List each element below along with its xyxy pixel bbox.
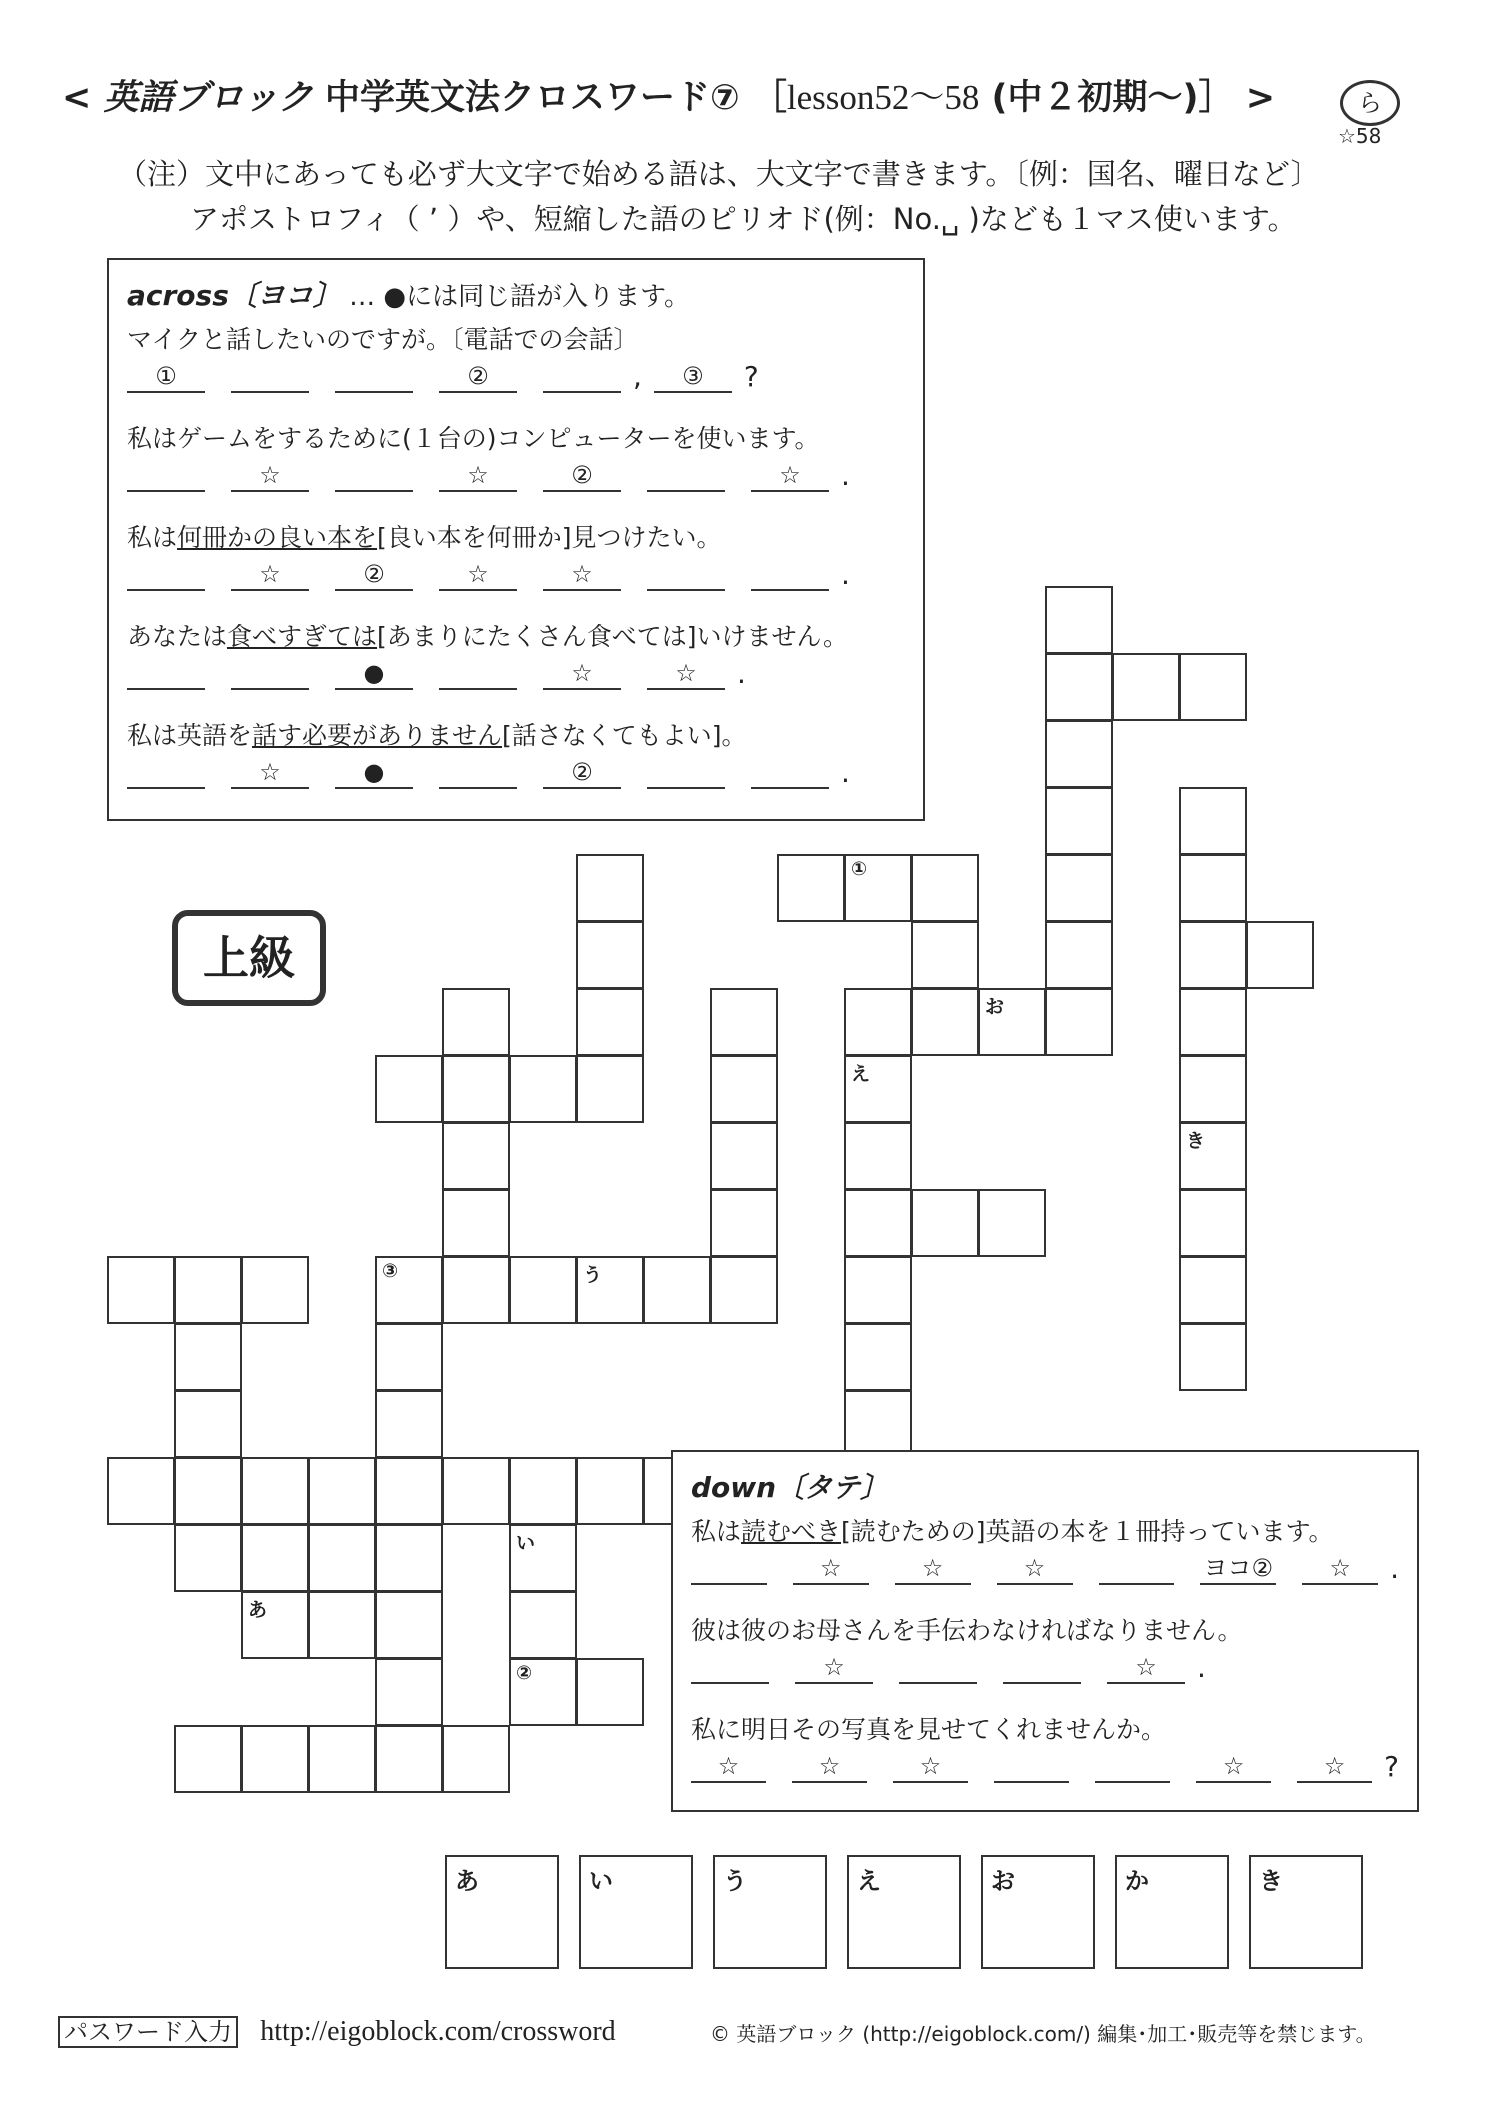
answer-blank[interactable]: ☆ <box>793 1553 869 1585</box>
answer-blank[interactable] <box>691 1553 767 1585</box>
crossword-cell[interactable] <box>1045 921 1113 989</box>
crossword-cell[interactable] <box>375 1591 443 1659</box>
crossword-cell[interactable] <box>174 1524 242 1592</box>
crossword-cell[interactable] <box>1179 854 1247 922</box>
crossword-cell[interactable] <box>442 988 510 1056</box>
crossword-cell[interactable] <box>375 1323 443 1391</box>
password-label: パスワード入力 <box>58 2016 238 2048</box>
across-note: … ●には同じ語が入ります。 <box>340 282 691 312</box>
crossword-cell[interactable] <box>844 854 912 922</box>
answer-blank[interactable]: ② <box>335 559 413 591</box>
crossword-cell[interactable] <box>509 1591 577 1659</box>
answer-blank[interactable]: ☆ <box>1107 1652 1185 1684</box>
difficulty-stars: ☆58 <box>1338 124 1382 148</box>
down-answer-blanks-3 <box>691 1750 1399 1783</box>
answer-blank[interactable]: ① <box>127 361 205 393</box>
crossword-cell[interactable] <box>1246 921 1314 989</box>
crossword-cell[interactable] <box>911 1189 979 1257</box>
copyright-notice: © 英語ブロック (http://eigoblock.com/) 編集･加工･販売等を禁じます。 <box>710 2022 1376 2046</box>
clue-text: 私は <box>127 523 178 552</box>
cell-number-label: い <box>516 1532 536 1554</box>
crossword-cell[interactable] <box>308 1591 376 1659</box>
crossword-cell[interactable] <box>308 1524 376 1592</box>
crossword-cell[interactable] <box>1045 988 1113 1056</box>
password-box-label: か <box>1125 1867 1149 1895</box>
punctuation: ? <box>743 360 759 393</box>
answer-blank[interactable] <box>127 460 205 492</box>
crossword-cell[interactable] <box>710 988 778 1056</box>
answer-blank[interactable] <box>647 757 725 789</box>
answer-blank[interactable]: ☆ <box>1297 1751 1372 1783</box>
answer-blank[interactable] <box>439 658 517 690</box>
answer-blank[interactable] <box>335 460 413 492</box>
cell-number-label: え <box>851 1063 871 1085</box>
clue-text: 私は英語を <box>127 721 253 750</box>
answer-blank[interactable] <box>647 460 725 492</box>
crossword-cell[interactable] <box>911 921 979 989</box>
password-box-label: き <box>1259 1867 1283 1895</box>
answer-blank[interactable]: ☆ <box>439 559 517 591</box>
answer-blank[interactable]: ☆ <box>439 460 517 492</box>
title-lesson: lesson52〜58 <box>786 78 980 117</box>
answer-blank[interactable] <box>751 559 829 591</box>
crossword-cell[interactable] <box>576 921 644 989</box>
crossword-cell[interactable] <box>174 1390 242 1458</box>
crossword-cell[interactable] <box>911 854 979 922</box>
across-answer-blanks-1 <box>127 360 905 393</box>
crossword-cell[interactable] <box>174 1323 242 1391</box>
clue-text: 私はゲームをするために(１台の)コンピューターを使います。 <box>127 424 820 453</box>
crossword-cell[interactable] <box>308 1457 376 1525</box>
clue-text: 私に明日その写真を見せてくれませんか。 <box>691 1715 1167 1744</box>
answer-blank[interactable]: ヨコ② <box>1200 1553 1276 1585</box>
answer-blank[interactable] <box>1095 1751 1170 1783</box>
answer-blank[interactable] <box>1003 1652 1081 1684</box>
answer-blank[interactable] <box>127 559 205 591</box>
answer-blank[interactable]: ☆ <box>1196 1751 1271 1783</box>
punctuation: . <box>841 459 850 492</box>
crossword-cell[interactable] <box>375 1524 443 1592</box>
crossword-cell[interactable] <box>710 1122 778 1190</box>
punctuation: . <box>841 756 850 789</box>
punctuation: . <box>841 558 850 591</box>
answer-blank[interactable] <box>1099 1553 1175 1585</box>
password-letter-box[interactable] <box>1249 1855 1363 1969</box>
crossword-cell[interactable] <box>509 1524 577 1592</box>
crossword-cell[interactable] <box>442 1457 510 1525</box>
crossword-cell[interactable] <box>643 1256 711 1324</box>
clue-text-tail: [読むための]英語の本を１冊持っています。 <box>841 1517 1334 1546</box>
crossword-cell[interactable] <box>1045 854 1113 922</box>
answer-blank[interactable]: ● <box>335 658 413 690</box>
across-clue-list <box>127 320 905 789</box>
down-answer-blanks-2 <box>691 1651 1399 1684</box>
crossword-cell[interactable] <box>576 1055 644 1123</box>
crossword-cell[interactable] <box>1179 1256 1247 1324</box>
answer-blank[interactable]: ☆ <box>231 460 309 492</box>
answer-blank[interactable]: ② <box>543 757 621 789</box>
down-answer-blanks-1 <box>691 1552 1399 1585</box>
crossword-cell[interactable] <box>442 1725 510 1793</box>
cell-number-label: お <box>985 996 1005 1018</box>
crossword-cell[interactable] <box>911 988 979 1056</box>
crossword-cell[interactable] <box>1045 586 1113 654</box>
crossword-cell[interactable] <box>375 1725 443 1793</box>
crossword-cell[interactable] <box>308 1725 376 1793</box>
crossword-cell[interactable] <box>375 1055 443 1123</box>
crossword-cell[interactable] <box>844 1189 912 1257</box>
answer-blank[interactable] <box>691 1652 769 1684</box>
crossword-cell[interactable] <box>1045 653 1113 721</box>
crossword-cell[interactable] <box>978 988 1046 1056</box>
across-clue-3 <box>127 518 905 554</box>
crossword-cell[interactable] <box>777 854 845 922</box>
cell-number-label: ① <box>851 858 868 880</box>
down-clue-1 <box>691 1512 1399 1548</box>
crossword-cell[interactable] <box>1112 653 1180 721</box>
password-box-label: い <box>589 1867 613 1895</box>
crossword-cell[interactable] <box>241 1725 309 1793</box>
across-heading <box>127 274 905 314</box>
password-box-label: お <box>991 1867 1015 1895</box>
crossword-cell[interactable] <box>1179 1189 1247 1257</box>
password-letter-box[interactable] <box>713 1855 827 1969</box>
crossword-cell[interactable] <box>844 1122 912 1190</box>
answer-blank[interactable]: ☆ <box>543 658 621 690</box>
crossword-cell[interactable] <box>1179 787 1247 855</box>
answer-blank[interactable] <box>127 757 205 789</box>
crossword-cell[interactable] <box>844 1055 912 1123</box>
punctuation: . <box>737 657 746 690</box>
answer-blank[interactable]: ② <box>543 460 621 492</box>
answer-blank[interactable]: ☆ <box>997 1553 1073 1585</box>
across-answer-blanks-4 <box>127 657 905 690</box>
down-clue-box <box>671 1450 1419 1812</box>
answer-blank[interactable]: ☆ <box>895 1553 971 1585</box>
page-title <box>62 70 1275 120</box>
clue-text-tail: [あまりにたくさん食べては]いけません。 <box>377 622 849 651</box>
across-clue-box <box>107 258 925 821</box>
crossword-cell[interactable] <box>576 1658 644 1726</box>
across-clue-4 <box>127 617 905 653</box>
crossword-cell[interactable] <box>375 1457 443 1525</box>
crossword-cell[interactable] <box>509 1457 577 1525</box>
answer-blank[interactable] <box>335 361 413 393</box>
answer-blank[interactable] <box>647 559 725 591</box>
crossword-cell[interactable] <box>1179 1122 1247 1190</box>
answer-blank[interactable] <box>439 757 517 789</box>
crossword-cell[interactable] <box>844 988 912 1056</box>
password-letter-box[interactable] <box>847 1855 961 1969</box>
answer-blank[interactable] <box>231 361 309 393</box>
punctuation: . <box>1197 1651 1206 1684</box>
across-answer-blanks-3 <box>127 558 905 591</box>
across-answer-blanks-5 <box>127 756 905 789</box>
cell-number-label: ② <box>516 1662 533 1684</box>
crossword-cell[interactable] <box>710 1189 778 1257</box>
crossword-cell[interactable] <box>241 1256 309 1324</box>
across-clue-5 <box>127 716 905 752</box>
crossword-cell[interactable] <box>241 1457 309 1525</box>
answer-blank[interactable]: ☆ <box>647 658 725 690</box>
clue-text-tail: [話さなくてもよい]。 <box>502 721 747 750</box>
crossword-cell[interactable] <box>174 1725 242 1793</box>
answer-blank[interactable]: ☆ <box>795 1652 873 1684</box>
crossword-cell[interactable] <box>1179 653 1247 721</box>
crossword-cell[interactable] <box>442 1256 510 1324</box>
across-title: across〔ヨコ〕 <box>127 279 341 312</box>
across-answer-blanks-2 <box>127 459 905 492</box>
punctuation: . <box>1390 1552 1400 1585</box>
crossword-url-link[interactable]: http://eigoblock.com/crossword <box>260 2016 616 2047</box>
crossword-cell[interactable] <box>1179 1055 1247 1123</box>
down-title: down〔タテ〕 <box>691 1471 889 1504</box>
cell-number-label: う <box>583 1264 603 1286</box>
password-letter-box[interactable] <box>445 1855 559 1969</box>
clue-underlined-text: 読むべき <box>741 1517 842 1546</box>
across-clue-1 <box>127 320 905 356</box>
clue-underlined-text: 話す必要がありません <box>252 721 503 750</box>
crossword-cell[interactable] <box>576 988 644 1056</box>
answer-blank[interactable]: ☆ <box>792 1751 867 1783</box>
answer-blank[interactable]: ☆ <box>231 559 309 591</box>
clue-text-tail: [良い本を何冊か]見つけたい。 <box>377 523 722 552</box>
cell-number-label: き <box>1186 1130 1206 1152</box>
clue-text: 私は <box>691 1517 742 1546</box>
crossword-cell[interactable] <box>107 1256 175 1324</box>
title-main: 中学英文法クロスワード⑦ ［ <box>312 78 787 118</box>
cell-number-label: あ <box>248 1599 268 1621</box>
crossword-cell[interactable] <box>241 1524 309 1592</box>
punctuation: ? <box>1384 1750 1399 1783</box>
password-letter-box[interactable] <box>981 1855 1095 1969</box>
crossword-cell[interactable] <box>509 1055 577 1123</box>
answer-blank[interactable] <box>899 1652 977 1684</box>
title-prefix: < <box>62 78 104 118</box>
crossword-cell[interactable] <box>442 1189 510 1257</box>
password-letter-box[interactable] <box>579 1855 693 1969</box>
clue-text: 彼は彼のお母さんを手伝わなければなりません。 <box>691 1616 1243 1645</box>
crossword-cell[interactable] <box>509 1256 577 1324</box>
answer-blank[interactable]: ● <box>335 757 413 789</box>
password-box-label: あ <box>455 1867 479 1895</box>
note-line-2: アポストロフィ（ ’ ）や、短縮した語のピリオド(例：No.␣ )なども１マス使います。 <box>190 202 1297 236</box>
title-level: (中２初期〜)］ > <box>979 78 1276 118</box>
clue-text: あなたは <box>127 622 228 651</box>
crossword-cell[interactable] <box>844 1256 912 1324</box>
down-clue-3 <box>691 1710 1399 1746</box>
down-clue-2 <box>691 1611 1399 1647</box>
crossword-cell[interactable] <box>844 1390 912 1458</box>
crossword-cell[interactable] <box>174 1457 242 1525</box>
crossword-cell[interactable] <box>710 1256 778 1324</box>
down-clue-list <box>691 1512 1399 1783</box>
crossword-cell[interactable] <box>576 1457 644 1525</box>
password-box-label: う <box>723 1867 747 1895</box>
answer-blank[interactable]: ☆ <box>1302 1553 1378 1585</box>
crossword-cell[interactable] <box>1045 720 1113 788</box>
crossword-cell[interactable] <box>1179 1323 1247 1391</box>
crossword-cell[interactable] <box>576 854 644 922</box>
crossword-cell[interactable] <box>978 1189 1046 1257</box>
answer-blank[interactable] <box>127 658 205 690</box>
punctuation: , <box>633 360 642 393</box>
answer-blank[interactable] <box>543 361 621 393</box>
level-badge: 上級 <box>172 910 326 1006</box>
answer-blank[interactable] <box>231 658 309 690</box>
answer-blank[interactable]: ③ <box>654 361 732 393</box>
footer <box>58 2012 616 2048</box>
crossword-cell[interactable] <box>1179 988 1247 1056</box>
crossword-cell[interactable] <box>1179 921 1247 989</box>
crossword-cell[interactable] <box>1045 787 1113 855</box>
answer-blank[interactable] <box>994 1751 1069 1783</box>
crossword-cell[interactable] <box>576 1256 644 1324</box>
password-letter-box[interactable] <box>1115 1855 1229 1969</box>
clue-underlined-text: 何冊かの良い本を <box>177 523 378 552</box>
crossword-cell[interactable] <box>442 1122 510 1190</box>
brand-logo: 英語ブロック <box>103 77 313 118</box>
crossword-cell[interactable] <box>375 1256 443 1324</box>
across-clue-2 <box>127 419 905 455</box>
crossword-cell[interactable] <box>509 1658 577 1726</box>
cell-number-label: ③ <box>382 1260 399 1282</box>
answer-blank[interactable]: ② <box>439 361 517 393</box>
down-heading <box>691 1466 1399 1506</box>
clue-underlined-text: 食べすぎては <box>227 622 378 651</box>
crossword-cell[interactable] <box>241 1591 309 1659</box>
crossword-cell[interactable] <box>174 1256 242 1324</box>
crossword-cell[interactable] <box>710 1055 778 1123</box>
answer-blank[interactable]: ☆ <box>751 460 829 492</box>
clue-text: マイクと話したいのですが。〔電話での会話〕 <box>127 325 639 354</box>
answer-blank[interactable]: ☆ <box>231 757 309 789</box>
answer-blank[interactable]: ☆ <box>543 559 621 591</box>
mascot-icon: ら <box>1340 80 1400 126</box>
crossword-cell[interactable] <box>375 1658 443 1726</box>
answer-blank[interactable]: ☆ <box>893 1751 968 1783</box>
crossword-cell[interactable] <box>107 1457 175 1525</box>
note-line-1: （注）文中にあっても必ず大文字で始める語は、大文字で書きます。〔例：国名、曜日など〕 <box>118 157 1320 191</box>
crossword-cell[interactable] <box>375 1390 443 1458</box>
answer-blank[interactable]: ☆ <box>691 1751 766 1783</box>
password-box-label: え <box>857 1867 881 1895</box>
crossword-cell[interactable] <box>844 1323 912 1391</box>
crossword-cell[interactable] <box>442 1055 510 1123</box>
answer-blank[interactable] <box>751 757 829 789</box>
